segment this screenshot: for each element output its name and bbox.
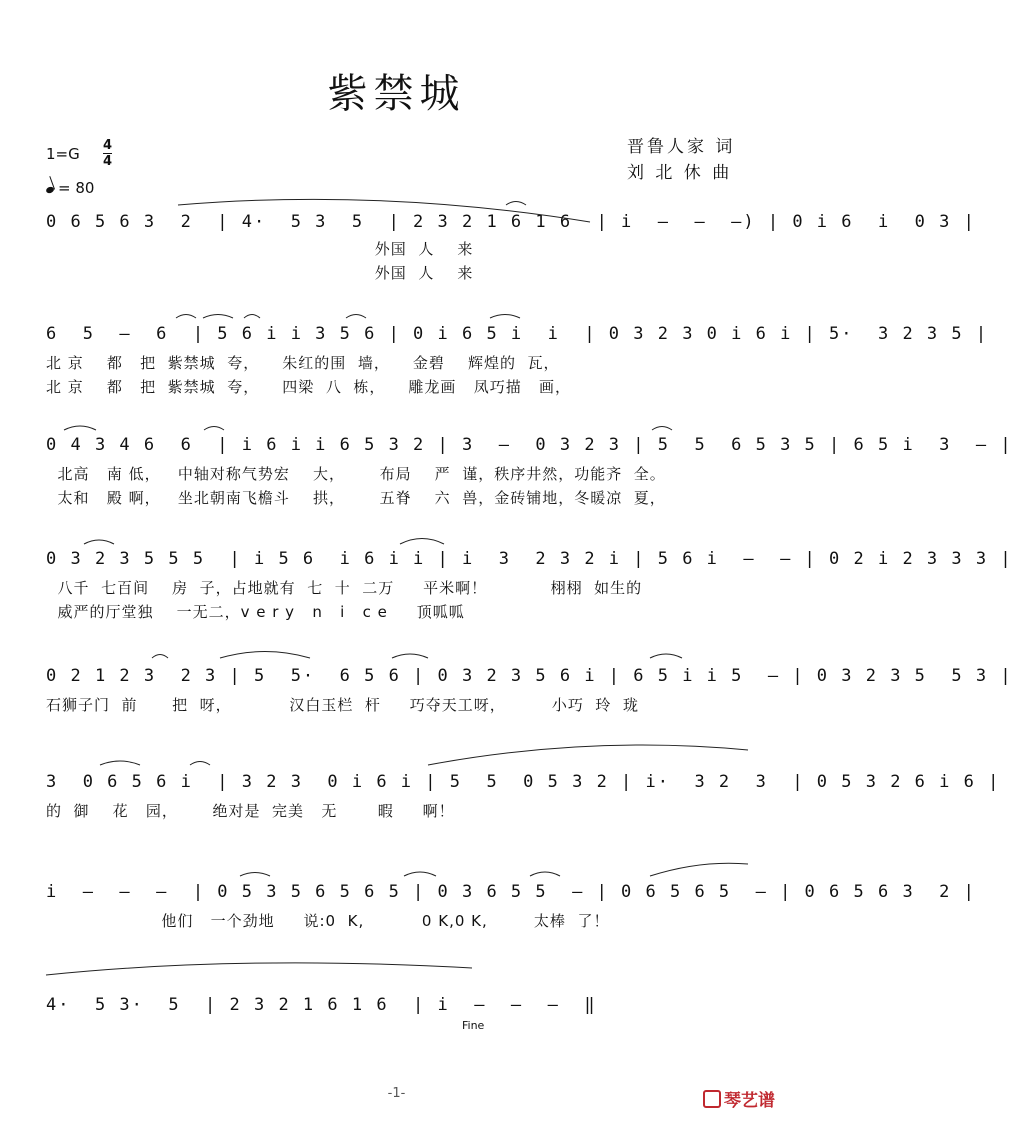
slur-arc (346, 315, 366, 319)
slur-arc (46, 963, 472, 975)
slur-arc (428, 745, 748, 765)
time-signature-bottom: 4 (103, 154, 113, 169)
lyric-line-1: 石狮子门 前 把 呀， 汉白玉栏 杆 巧夺天工呀， 小巧 玲 珑 (46, 696, 639, 714)
notation-line: 0 3 2 3 5 5 5 | i 5 6 i 6 i i | i 3 2 3 2 i | 5 6 i – – | 0 2 i 2 3 3 3 | (46, 549, 1013, 569)
slur-arc (178, 199, 590, 222)
slur-arc (530, 872, 560, 876)
notation-line: 3 0 6 5 6 i | 3 2 3 0 i 6 i | 5 5 0 5 3 2 | i· 3 2 3 | 0 5 3 2 6 i 6 | (46, 772, 1001, 792)
lyric-line-2: 威严的厅堂独 一无二，v e r y n i c e 顶呱呱 (46, 603, 465, 621)
lyric-line-1: 的 御 花 园， 绝对是 完美 无 暇 啊！ (46, 802, 455, 820)
composer-credit: 刘 北 休 曲 (627, 163, 733, 183)
lyric-line-1: 北高 南 低， 中轴对称气势宏 大， 布局 严 谨，秩序井然，功能齐 全。 (46, 465, 666, 483)
notation-line: 0 4 3 4 6 6 | i 6 i i 6 5 3 2 | 3 – 0 3 2 3 | 5 5 6 5 3 5 | 6 5 i 3 – | (46, 435, 1013, 455)
page-number: -1- (387, 1086, 406, 1101)
slur-arc (240, 873, 270, 877)
notation-line: 4· 5 3· 5 | 2 3 2 1 6 1 6 | i – – – ‖ (46, 995, 597, 1015)
slur-arc (392, 654, 428, 658)
notation-line: 6 5 – 6 | 5 6 i i 3 5 6 | 0 i 6 5 i i | 0 3 2 3 0 i 6 i | 5· 3 2 3 5 | (46, 324, 989, 344)
slur-arc (203, 315, 233, 319)
logo-text: 琴艺谱 (724, 1091, 775, 1111)
time-signature-top: 4 (103, 138, 113, 153)
key-signature: 1=G (46, 145, 80, 163)
lyric-line-1: 他们 一个劲地 说:0 K, 0 K,0 K, 太棒 了！ (46, 912, 610, 930)
notation-line: i – – – | 0 5 3 5 6 5 6 5 | 0 3 6 5 5 – | 0 6 5 6 5 – | 0 6 5 6 3 2 | (46, 882, 976, 902)
slur-arc (190, 762, 210, 766)
song-title: 紫禁城 (327, 71, 466, 117)
tempo-value: = 80 (58, 179, 95, 197)
lyricist-credit: 晋鲁人家 词 (627, 137, 736, 157)
fine-marking: Fine (462, 1019, 485, 1032)
slur-arc (650, 654, 682, 658)
slur-arc (220, 652, 310, 659)
slur-arc (490, 315, 520, 319)
lyric-line-2: 外国 人 来 (46, 264, 474, 282)
slur-arc (176, 315, 196, 319)
slur-arc (84, 540, 114, 544)
notation-line: 0 6 5 6 3 2 | 4· 5 3 5 | 2 3 2 1 6 1 6 | i – – –) | 0 i 6 i 0 3 | (46, 212, 976, 232)
slur-arc (152, 655, 168, 659)
slur-arc (100, 761, 140, 765)
slur-arc (64, 426, 96, 430)
lyric-line-1: 外国 人 来 (46, 240, 474, 258)
slur-arc (650, 863, 748, 876)
slur-arc (652, 427, 672, 431)
slur-arc (244, 315, 260, 319)
lyric-line-1: 八千 七百间 房 子，占地就有 七 十 二万 平米啊！ 栩栩 如生的 (46, 579, 643, 597)
notation-line: 0 2 1 2 3 2 3 | 5 5· 6 5 6 | 0 3 2 3 5 6 i | 6 5 i i 5 – | 0 3 2 3 5 5 3 | (46, 666, 1013, 686)
slur-arc (204, 427, 224, 431)
slur-arc (404, 872, 436, 876)
lyric-line-1: 北 京 都 把 紫禁城 夸， 朱红的围 墙， 金碧 辉煌的 瓦， (46, 354, 560, 372)
lyric-line-2: 太和 殿 啊， 坐北朝南飞檐斗 拱， 五脊 六 兽，金砖铺地，冬暖凉 夏， (46, 489, 666, 507)
slur-arc (506, 202, 526, 206)
lyric-line-2: 北 京 都 把 紫禁城 夸， 四梁 八 栋， 雕龙画 凤巧描 画， (46, 378, 572, 396)
slur-arc (400, 539, 444, 545)
